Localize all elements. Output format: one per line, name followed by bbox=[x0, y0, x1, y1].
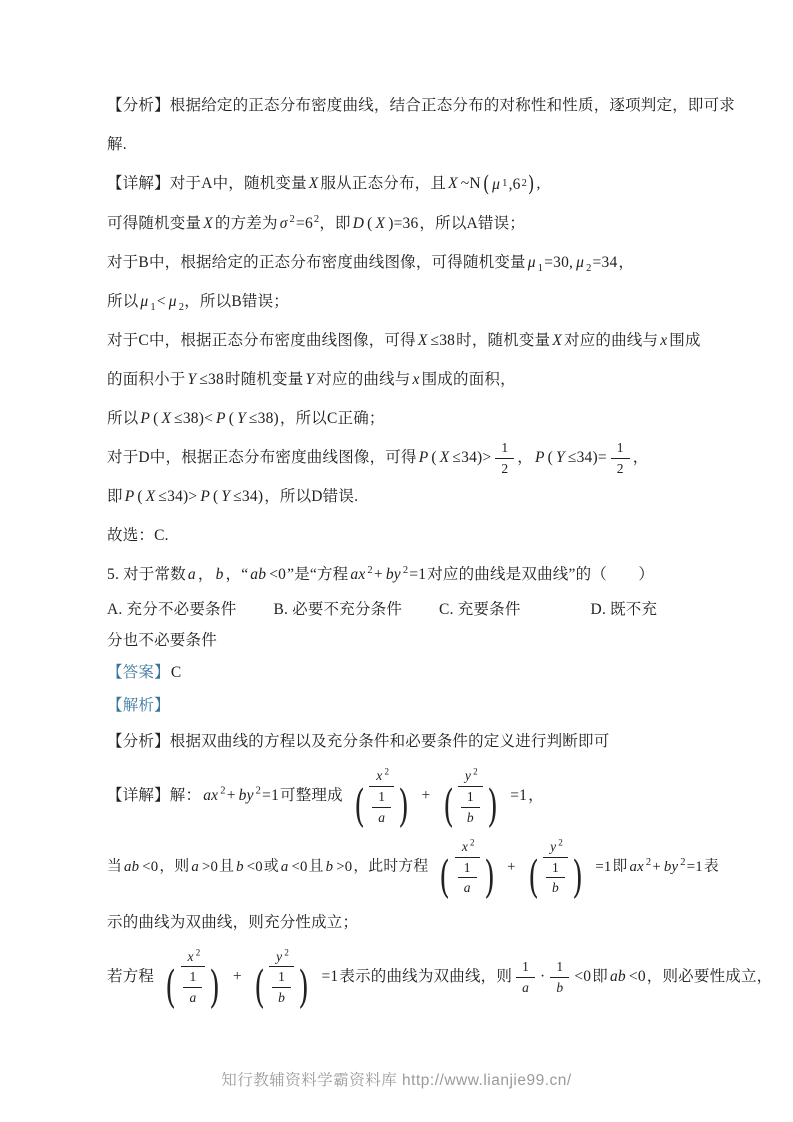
text-segment: A. 充分不必要条件 bbox=[107, 601, 237, 619]
text-segment: 示的曲线为双曲线，则充分性成立； bbox=[107, 913, 359, 931]
text-segment: a bbox=[191, 858, 199, 875]
superscript: 2 bbox=[220, 786, 226, 798]
text-segment: x bbox=[376, 768, 383, 784]
superscript: 2 bbox=[645, 856, 652, 868]
text-segment: =1 bbox=[409, 566, 427, 584]
text-segment: 的面积小于 bbox=[107, 370, 186, 388]
text-segment: σ bbox=[279, 214, 288, 232]
left-paren-glyph: ( bbox=[527, 851, 539, 903]
text-segment: μ bbox=[168, 292, 177, 310]
text-segment: a bbox=[463, 880, 471, 896]
text-segment: ab bbox=[250, 566, 267, 584]
text-segment: y bbox=[550, 839, 557, 855]
text-segment: P bbox=[216, 409, 226, 427]
fraction bbox=[549, 958, 570, 996]
fraction bbox=[611, 439, 630, 477]
fraction-numerator bbox=[369, 767, 394, 787]
text-segment: < bbox=[156, 292, 166, 310]
text-segment: >0 bbox=[201, 858, 219, 875]
text-segment: 所以 bbox=[107, 409, 139, 427]
text-segment: 2 bbox=[616, 460, 624, 476]
analysis-q4-line-1 bbox=[107, 86, 736, 125]
subscript: 1 bbox=[150, 302, 156, 314]
question-5 bbox=[107, 555, 691, 594]
text-segment: 围成的面积， bbox=[421, 370, 516, 388]
superscript: 2 bbox=[313, 213, 320, 225]
text-segment: D. 既不充 bbox=[590, 601, 658, 619]
left-paren-glyph: ( bbox=[354, 781, 365, 833]
text-segment: + bbox=[226, 787, 236, 805]
fraction-denominator bbox=[611, 459, 630, 478]
text-segment: 围成 bbox=[669, 331, 701, 349]
fraction-numerator bbox=[550, 958, 569, 978]
document-body bbox=[107, 86, 773, 1013]
superscript: 2 bbox=[255, 786, 262, 798]
text-segment: )=36 bbox=[388, 214, 419, 232]
text-segment: 对于B中，根据给定的正态分布密度曲线图像，可得随机变量 bbox=[107, 253, 526, 271]
text-segment: b bbox=[325, 858, 334, 875]
left-paren-glyph: ( bbox=[165, 961, 177, 1013]
fraction bbox=[495, 439, 514, 477]
text-segment: P bbox=[200, 488, 211, 506]
text-segment: <0 bbox=[142, 858, 159, 875]
text-segment: ， bbox=[618, 253, 635, 271]
superscript: 2 bbox=[195, 947, 201, 958]
text-segment: 的方差为 bbox=[214, 214, 278, 232]
fraction-denominator bbox=[271, 988, 292, 1007]
detail-q4-case-d-1 bbox=[107, 438, 691, 477]
text-segment: ( bbox=[153, 409, 159, 427]
text-segment: 当 bbox=[107, 858, 122, 875]
text-segment: , bbox=[536, 175, 541, 192]
parentheses bbox=[251, 961, 313, 1013]
detail-q4-case-b-1 bbox=[107, 243, 691, 282]
right-paren-glyph: ) bbox=[484, 851, 495, 903]
text-segment: by bbox=[663, 858, 679, 875]
text-segment: ~N bbox=[460, 175, 481, 192]
text-segment: Y bbox=[305, 370, 315, 388]
text-segment: ( bbox=[431, 448, 437, 466]
text-segment: + bbox=[507, 858, 516, 875]
text-segment: ”是“方程 bbox=[287, 566, 349, 584]
text-segment: 【分析】根据给定的正态分布密度曲线，结合正态分布的对称性和性质，逐项判定，即可求 bbox=[107, 97, 736, 114]
detail-q4-case-d-2 bbox=[107, 477, 691, 516]
text-segment: =1 bbox=[321, 967, 339, 985]
fraction-numerator bbox=[181, 948, 206, 968]
text-segment: 即 bbox=[612, 858, 628, 875]
text-segment: X bbox=[552, 331, 562, 349]
text-segment: <0 bbox=[269, 566, 287, 584]
text-segment: y bbox=[464, 768, 472, 784]
fraction-denominator bbox=[346, 781, 418, 833]
fraction-numerator bbox=[455, 838, 480, 858]
right-paren-glyph: ) bbox=[487, 781, 498, 833]
text-segment: + bbox=[421, 787, 431, 805]
text-segment: Y bbox=[221, 488, 231, 506]
right-paren-glyph: ) bbox=[209, 961, 221, 1013]
left-paren-glyph: ( bbox=[439, 851, 451, 903]
text-segment: ≤38)< bbox=[174, 409, 214, 427]
text-segment: ≤38 bbox=[430, 331, 456, 349]
detail-q4-case-b-2 bbox=[107, 282, 691, 321]
text-segment: X bbox=[448, 175, 458, 192]
text-segment: 对应的曲线是双曲线”的（ ） bbox=[427, 566, 655, 584]
text-segment: ≤34)> bbox=[452, 448, 492, 466]
text-segment: b bbox=[552, 880, 559, 896]
text-segment: ，则必要性成立， bbox=[646, 967, 773, 985]
text-segment: C. 充要条件 bbox=[439, 601, 521, 619]
fraction-numerator bbox=[272, 968, 291, 988]
text-segment: 【详解】解： bbox=[107, 787, 202, 805]
superscript: 2 bbox=[284, 947, 290, 958]
text-segment: ≤38) bbox=[248, 409, 279, 427]
fraction-numerator bbox=[183, 968, 202, 988]
text-segment: X bbox=[145, 488, 156, 506]
analysis-q4-line-2 bbox=[107, 125, 691, 164]
fraction-numerator bbox=[516, 958, 535, 978]
text-segment: 【分析】根据双曲线的方程以及充分条件和必要条件的定义进行判断即可 bbox=[107, 733, 610, 751]
text-segment: Y bbox=[237, 409, 246, 427]
footer-text: 知行教辅资料学霸资料库 http://www.lianjie99.cn/ bbox=[221, 1072, 572, 1089]
fraction-denominator bbox=[460, 808, 481, 827]
text-segment: + bbox=[373, 566, 383, 584]
text-segment: =6 bbox=[296, 214, 313, 232]
fraction-denominator bbox=[457, 878, 478, 897]
parentheses bbox=[351, 781, 413, 833]
text-segment: μ bbox=[492, 175, 501, 193]
text-segment: 1 bbox=[466, 788, 474, 804]
text-segment: ，“ bbox=[225, 566, 249, 584]
text-segment: μ bbox=[576, 253, 585, 271]
text-segment: 且 bbox=[308, 858, 324, 875]
parentheses bbox=[440, 781, 502, 833]
paren-content: μ 1 ,6 2 bbox=[490, 165, 527, 204]
text-segment: P bbox=[140, 409, 151, 427]
text-segment: · bbox=[540, 967, 546, 985]
text-segment: =34 bbox=[592, 253, 618, 271]
text-segment: P bbox=[535, 448, 545, 466]
text-segment: b bbox=[236, 858, 244, 875]
fraction bbox=[460, 788, 481, 826]
fraction bbox=[157, 947, 229, 1013]
text-segment: ax bbox=[629, 858, 644, 875]
subscript: 2 bbox=[586, 263, 592, 275]
text-segment: 可整理成 bbox=[280, 787, 343, 805]
text-segment: <0 bbox=[291, 858, 308, 875]
text-segment: ， bbox=[632, 448, 649, 466]
text-segment: P bbox=[418, 448, 429, 466]
text-segment: 5. 对于常数 bbox=[107, 566, 186, 584]
text-segment: ， bbox=[517, 448, 533, 466]
fraction-numerator bbox=[495, 439, 514, 459]
text-segment: 且 bbox=[219, 858, 235, 875]
right-paren-glyph: ) bbox=[572, 851, 584, 903]
text-segment: a bbox=[280, 858, 289, 875]
fraction-numerator bbox=[543, 838, 568, 858]
text-segment: 1 bbox=[616, 440, 624, 456]
text-segment: =1 bbox=[262, 787, 280, 805]
text-segment: ( bbox=[367, 214, 373, 232]
superscript: 2 bbox=[558, 837, 563, 848]
fraction-denominator bbox=[435, 781, 507, 833]
paren-content bbox=[454, 859, 481, 897]
text-segment: Y bbox=[556, 448, 565, 466]
text-segment: + bbox=[652, 858, 661, 875]
text-segment: 可得随机变量 bbox=[107, 214, 202, 232]
detail-q4-case-c-3 bbox=[107, 399, 691, 438]
text-segment: by bbox=[238, 787, 254, 805]
text-segment: 即 bbox=[592, 967, 608, 985]
fraction bbox=[246, 947, 318, 1013]
fraction bbox=[520, 837, 592, 903]
text-segment: 对于D中，根据正态分布密度曲线图像，可得 bbox=[107, 448, 417, 466]
text-segment: 解. bbox=[107, 136, 127, 153]
fraction bbox=[371, 788, 392, 826]
text-segment: 或 bbox=[263, 858, 279, 875]
fraction-numerator bbox=[611, 439, 630, 459]
text-segment: 表 bbox=[703, 858, 719, 875]
parentheses bbox=[482, 165, 536, 204]
fraction-numerator bbox=[461, 788, 480, 808]
text-segment: 若方程 bbox=[107, 967, 155, 985]
fraction-denominator bbox=[157, 961, 229, 1013]
detail-q5-formula-3 bbox=[107, 942, 773, 1013]
options-line-2 bbox=[107, 625, 691, 656]
text-segment: =30, bbox=[544, 253, 574, 271]
text-segment: X bbox=[161, 409, 172, 427]
text-segment: b bbox=[556, 979, 564, 995]
text-segment: x bbox=[660, 331, 668, 349]
detail-q5-formula-1 bbox=[107, 761, 691, 832]
text-segment: 表示的曲线为双曲线，则 bbox=[339, 967, 513, 985]
superscript: 2 bbox=[680, 856, 686, 868]
parentheses bbox=[162, 961, 224, 1013]
fraction-numerator bbox=[372, 788, 391, 808]
text-segment: ax bbox=[350, 566, 366, 584]
text-segment: by bbox=[385, 566, 401, 584]
text-segment: 1 bbox=[189, 969, 197, 985]
text-segment: X bbox=[203, 214, 213, 232]
subscript: 1 bbox=[537, 263, 544, 275]
detail-q4-case-a-1 bbox=[107, 164, 691, 204]
text-segment: ，所以B错误； bbox=[184, 292, 289, 310]
text-segment: 故选：C. bbox=[107, 527, 169, 545]
text-segment: ab bbox=[609, 967, 626, 985]
text-segment: μ bbox=[527, 253, 536, 271]
text-segment: 1 bbox=[278, 969, 286, 985]
fraction-denominator bbox=[246, 961, 318, 1013]
detail-q4-case-a-2 bbox=[107, 204, 691, 243]
detail-q5-formula-2 bbox=[107, 832, 719, 903]
superscript: 2 bbox=[473, 766, 478, 777]
explain-label-line bbox=[107, 689, 691, 722]
text-segment: ，此时方程 bbox=[353, 858, 429, 875]
text-segment: 1 bbox=[556, 958, 564, 974]
options-line-1 bbox=[107, 594, 691, 625]
left-paren-glyph: ( bbox=[482, 171, 490, 196]
fraction bbox=[435, 766, 507, 833]
text-segment: ≤38 bbox=[199, 370, 224, 388]
text-segment: 所以 bbox=[107, 292, 139, 310]
fraction bbox=[346, 766, 418, 833]
left-paren-glyph: ( bbox=[442, 781, 454, 833]
fraction-numerator bbox=[546, 859, 565, 879]
detail-q5-text-1 bbox=[107, 903, 691, 942]
section-label: 【解析】 bbox=[107, 697, 170, 715]
paren-content bbox=[368, 788, 395, 826]
text-segment: b bbox=[215, 566, 224, 584]
superscript: 2 bbox=[470, 837, 475, 848]
paren-content bbox=[268, 968, 295, 1006]
text-segment: 对于C中，根据正态分布密度曲线图像，可得 bbox=[107, 331, 416, 349]
fraction-denominator bbox=[431, 851, 503, 903]
text-segment: Y bbox=[187, 370, 197, 388]
text-segment: =1 bbox=[595, 858, 612, 875]
text-segment: a bbox=[522, 979, 530, 995]
text-segment: 分也不必要条件 bbox=[107, 632, 217, 650]
fraction-denominator bbox=[549, 978, 570, 997]
right-paren-glyph: ) bbox=[398, 781, 410, 833]
text-segment: b bbox=[278, 989, 286, 1005]
text-segment: ( bbox=[547, 448, 554, 466]
text-segment: 1 bbox=[522, 958, 530, 974]
superscript: 2 bbox=[289, 213, 295, 225]
fraction-denominator bbox=[182, 988, 203, 1007]
text-segment: 时随机变量 bbox=[224, 370, 304, 388]
text-segment: μ bbox=[140, 292, 149, 310]
text-segment: x bbox=[187, 948, 194, 964]
text-segment: ,6 bbox=[508, 175, 521, 193]
fraction-numerator bbox=[458, 859, 477, 879]
text-segment: X bbox=[308, 175, 319, 192]
text-segment: ≤34)> bbox=[158, 488, 198, 506]
text-segment: <0 bbox=[574, 967, 592, 985]
text-segment: ( bbox=[137, 488, 143, 506]
text-segment: 2 bbox=[501, 460, 509, 476]
text-segment: 1 bbox=[378, 788, 386, 804]
text-segment: X bbox=[439, 448, 450, 466]
subscript: 2 bbox=[178, 302, 185, 314]
analysis-q5-line bbox=[107, 722, 691, 761]
text-segment: ≤34) bbox=[233, 488, 264, 506]
text-segment: 【详解】对于A中，随机变量 bbox=[107, 175, 307, 192]
text-segment: a bbox=[187, 566, 196, 584]
text-segment: 1 bbox=[501, 440, 509, 456]
text-segment: a bbox=[189, 989, 197, 1005]
right-paren-glyph: ) bbox=[298, 961, 310, 1013]
fraction bbox=[182, 968, 203, 1006]
text-segment: X bbox=[417, 331, 428, 349]
text-segment: ≤34)= bbox=[567, 448, 607, 466]
text-segment: ( bbox=[213, 488, 219, 506]
left-paren-glyph: ( bbox=[254, 961, 265, 1013]
fraction bbox=[271, 968, 292, 1006]
text-segment: 即 bbox=[107, 488, 123, 506]
text-segment: 1 bbox=[552, 859, 559, 875]
text-segment: y bbox=[276, 948, 283, 964]
text-segment: P bbox=[124, 488, 135, 506]
text-segment: x bbox=[461, 839, 469, 855]
fraction-denominator bbox=[515, 978, 536, 997]
paren-content bbox=[542, 859, 569, 897]
text-segment: >0 bbox=[336, 858, 353, 875]
fraction bbox=[545, 859, 566, 897]
text-segment: 对应的曲线与 bbox=[564, 331, 659, 349]
detail-q4-case-c-2 bbox=[107, 360, 691, 399]
fraction-denominator bbox=[495, 459, 514, 478]
section-label: 【答案】 bbox=[107, 664, 170, 682]
superscript: 2 bbox=[384, 766, 390, 777]
fraction bbox=[515, 958, 536, 996]
text-segment: b bbox=[466, 809, 474, 825]
superscript: 2 bbox=[367, 565, 373, 577]
text-segment: ，所以C正确； bbox=[279, 409, 385, 427]
text-segment: ( bbox=[228, 409, 235, 427]
text-segment: <0 bbox=[246, 858, 263, 875]
right-paren-glyph: ) bbox=[527, 171, 535, 196]
text-segment: 对应的曲线与 bbox=[316, 370, 411, 388]
paren-content bbox=[457, 788, 484, 826]
text-segment: B. 必要不充分条件 bbox=[273, 601, 403, 619]
text-segment: =1 bbox=[686, 858, 703, 875]
text-segment: 1 bbox=[463, 859, 471, 875]
text-segment: 服从正态分布，且 bbox=[320, 175, 447, 192]
text-segment: ，则 bbox=[159, 858, 190, 875]
parentheses bbox=[436, 851, 498, 903]
text-segment: ， bbox=[197, 566, 214, 584]
text-segment: C bbox=[170, 664, 182, 682]
text-segment: ，即 bbox=[319, 214, 351, 232]
fraction-denominator bbox=[545, 878, 566, 897]
superscript: 2 bbox=[402, 565, 409, 577]
fraction-denominator bbox=[520, 851, 592, 903]
detail-q4-case-c-1 bbox=[107, 321, 701, 360]
text-segment: ，所以D错误. bbox=[264, 488, 359, 506]
text-segment: =1 bbox=[510, 787, 528, 805]
parentheses bbox=[525, 851, 587, 903]
text-segment: <0 bbox=[628, 967, 646, 985]
fraction-denominator bbox=[371, 808, 392, 827]
text-segment: ax bbox=[203, 787, 219, 805]
text-segment: x bbox=[412, 370, 420, 388]
answer-choice-q4 bbox=[107, 516, 691, 555]
paren-content bbox=[179, 968, 206, 1006]
fraction-numerator bbox=[458, 767, 483, 787]
text-segment: D bbox=[352, 214, 365, 232]
text-segment: 时，随机变量 bbox=[456, 331, 551, 349]
fraction bbox=[457, 859, 478, 897]
text-segment: + bbox=[232, 967, 242, 985]
text-segment: ab bbox=[124, 858, 140, 875]
text-segment: ， bbox=[528, 787, 544, 805]
fraction bbox=[431, 837, 503, 903]
fraction-numerator bbox=[269, 948, 294, 968]
text-segment: X bbox=[375, 214, 386, 232]
text-segment: ，所以A错误； bbox=[419, 214, 526, 232]
text-segment: a bbox=[378, 809, 386, 825]
answer-line bbox=[107, 656, 691, 689]
